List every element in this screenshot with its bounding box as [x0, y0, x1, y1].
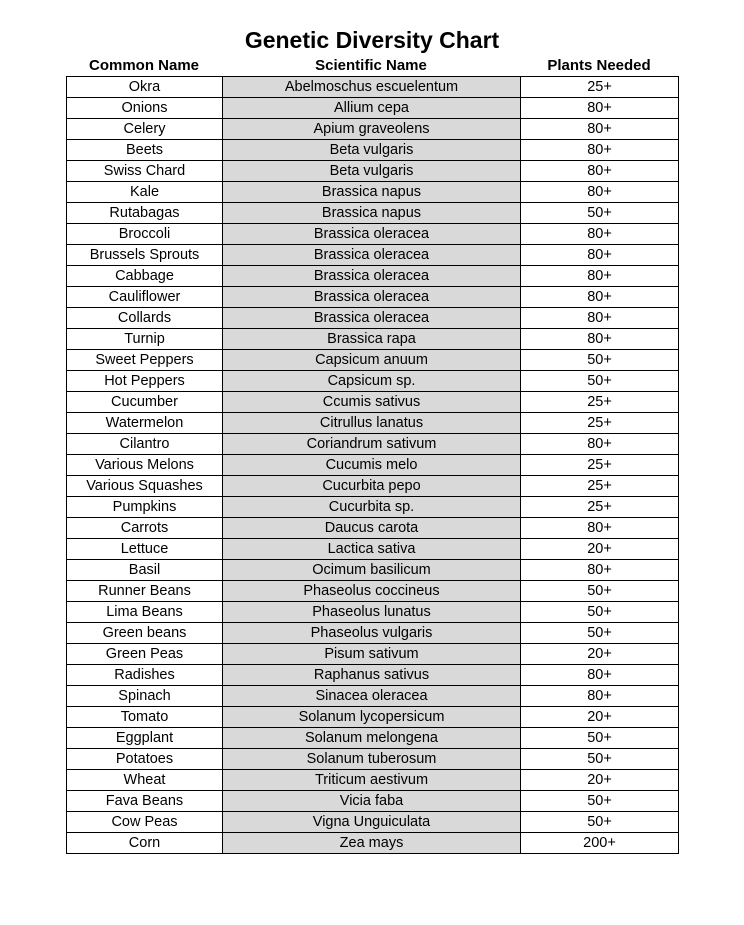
cell-plants-needed: 50+	[521, 623, 679, 644]
cell-plants-needed: 20+	[521, 644, 679, 665]
cell-scientific-name: Abelmoschus escuelentum	[223, 77, 521, 98]
page-title: Genetic Diversity Chart	[244, 27, 500, 53]
cell-plants-needed: 20+	[521, 539, 679, 560]
cell-plants-needed: 80+	[521, 161, 679, 182]
cell-scientific-name: Phaseolus coccineus	[223, 581, 521, 602]
cell-common-name: Cauliflower	[67, 287, 223, 308]
cell-plants-needed: 25+	[521, 77, 679, 98]
header-scientific-name: Scientific Name	[315, 57, 427, 74]
cell-common-name: Basil	[67, 560, 223, 581]
header-common-name: Common Name	[88, 57, 200, 74]
cell-scientific-name: Vigna Unguiculata	[223, 812, 521, 833]
table-row	[67, 476, 679, 497]
cell-scientific-name: Phaseolus vulgaris	[223, 623, 521, 644]
cell-common-name: Cabbage	[67, 266, 223, 287]
cell-common-name: Eggplant	[67, 728, 223, 749]
cell-common-name: Turnip	[67, 329, 223, 350]
cell-scientific-name: Daucus carota	[223, 518, 521, 539]
cell-scientific-name: Sinacea oleracea	[223, 686, 521, 707]
cell-plants-needed: 80+	[521, 266, 679, 287]
cell-plants-needed: 25+	[521, 476, 679, 497]
table-row	[67, 329, 679, 350]
table-row	[67, 623, 679, 644]
cell-common-name: Lima Beans	[67, 602, 223, 623]
cell-common-name: Green Peas	[67, 644, 223, 665]
cell-scientific-name: Solanum lycopersicum	[223, 707, 521, 728]
cell-scientific-name: Brassica oleracea	[223, 287, 521, 308]
cell-scientific-name: Brassica oleracea	[223, 266, 521, 287]
cell-plants-needed: 50+	[521, 812, 679, 833]
cell-common-name: Tomato	[67, 707, 223, 728]
table-row	[67, 539, 679, 560]
cell-common-name: Pumpkins	[67, 497, 223, 518]
diversity-table	[66, 76, 679, 854]
cell-plants-needed: 25+	[521, 455, 679, 476]
cell-common-name: Cucumber	[67, 392, 223, 413]
table-row	[67, 497, 679, 518]
table-row	[67, 161, 679, 182]
table-row	[67, 581, 679, 602]
cell-common-name: Rutabagas	[67, 203, 223, 224]
table-row	[67, 791, 679, 812]
cell-scientific-name: Solanum melongena	[223, 728, 521, 749]
table-row	[67, 707, 679, 728]
table-row	[67, 812, 679, 833]
cell-common-name: Lettuce	[67, 539, 223, 560]
cell-common-name: Watermelon	[67, 413, 223, 434]
cell-plants-needed: 50+	[521, 203, 679, 224]
cell-plants-needed: 25+	[521, 497, 679, 518]
cell-scientific-name: Triticum aestivum	[223, 770, 521, 791]
column-headers	[66, 56, 678, 76]
table-row	[67, 140, 679, 161]
cell-common-name: Hot Peppers	[67, 371, 223, 392]
cell-plants-needed: 80+	[521, 245, 679, 266]
cell-common-name: Onions	[67, 98, 223, 119]
cell-plants-needed: 80+	[521, 518, 679, 539]
table-row	[67, 224, 679, 245]
cell-common-name: Celery	[67, 119, 223, 140]
header-plants-needed: Plants Needed	[547, 57, 651, 74]
table-row	[67, 434, 679, 455]
cell-common-name: Swiss Chard	[67, 161, 223, 182]
cell-common-name: Potatoes	[67, 749, 223, 770]
cell-scientific-name: Brassica oleracea	[223, 308, 521, 329]
cell-common-name: Wheat	[67, 770, 223, 791]
table-row	[67, 266, 679, 287]
cell-scientific-name: Brassica oleracea	[223, 245, 521, 266]
table-row	[67, 98, 679, 119]
cell-scientific-name: Solanum tuberosum	[223, 749, 521, 770]
table-row	[67, 350, 679, 371]
table-row	[67, 371, 679, 392]
cell-plants-needed: 50+	[521, 350, 679, 371]
cell-scientific-name: Citrullus lanatus	[223, 413, 521, 434]
cell-scientific-name: Raphanus sativus	[223, 665, 521, 686]
table-row	[67, 245, 679, 266]
cell-scientific-name: Allium cepa	[223, 98, 521, 119]
table-row	[67, 644, 679, 665]
table-row	[67, 119, 679, 140]
cell-scientific-name: Ccumis sativus	[223, 392, 521, 413]
table-row	[67, 203, 679, 224]
cell-plants-needed: 80+	[521, 665, 679, 686]
cell-plants-needed: 50+	[521, 371, 679, 392]
cell-plants-needed: 80+	[521, 329, 679, 350]
cell-common-name: Various Squashes	[67, 476, 223, 497]
table-row	[67, 287, 679, 308]
cell-plants-needed: 200+	[521, 833, 679, 854]
cell-scientific-name: Pisum sativum	[223, 644, 521, 665]
table-row	[67, 833, 679, 854]
cell-plants-needed: 80+	[521, 287, 679, 308]
cell-plants-needed: 50+	[521, 581, 679, 602]
cell-plants-needed: 80+	[521, 119, 679, 140]
cell-plants-needed: 25+	[521, 413, 679, 434]
cell-plants-needed: 80+	[521, 560, 679, 581]
cell-common-name: Kale	[67, 182, 223, 203]
cell-scientific-name: Coriandrum sativum	[223, 434, 521, 455]
cell-scientific-name: Brassica napus	[223, 182, 521, 203]
cell-plants-needed: 50+	[521, 728, 679, 749]
table-row	[67, 602, 679, 623]
cell-common-name: Corn	[67, 833, 223, 854]
cell-common-name: Collards	[67, 308, 223, 329]
cell-plants-needed: 20+	[521, 707, 679, 728]
cell-plants-needed: 80+	[521, 224, 679, 245]
cell-scientific-name: Vicia faba	[223, 791, 521, 812]
cell-common-name: Broccoli	[67, 224, 223, 245]
cell-scientific-name: Cucurbita pepo	[223, 476, 521, 497]
cell-common-name: Various Melons	[67, 455, 223, 476]
cell-common-name: Okra	[67, 77, 223, 98]
cell-plants-needed: 80+	[521, 98, 679, 119]
cell-common-name: Green beans	[67, 623, 223, 644]
table-row	[67, 392, 679, 413]
cell-plants-needed: 80+	[521, 434, 679, 455]
cell-scientific-name: Apium graveolens	[223, 119, 521, 140]
table-row	[67, 665, 679, 686]
cell-plants-needed: 80+	[521, 140, 679, 161]
cell-common-name: Runner Beans	[67, 581, 223, 602]
cell-common-name: Brussels Sprouts	[67, 245, 223, 266]
cell-plants-needed: 50+	[521, 602, 679, 623]
cell-common-name: Fava Beans	[67, 791, 223, 812]
cell-scientific-name: Lactica sativa	[223, 539, 521, 560]
table-row	[67, 770, 679, 791]
cell-scientific-name: Brassica oleracea	[223, 224, 521, 245]
table-row	[67, 749, 679, 770]
cell-common-name: Carrots	[67, 518, 223, 539]
cell-common-name: Cilantro	[67, 434, 223, 455]
cell-scientific-name: Brassica napus	[223, 203, 521, 224]
cell-common-name: Cow Peas	[67, 812, 223, 833]
table-row	[67, 518, 679, 539]
cell-scientific-name: Capsicum anuum	[223, 350, 521, 371]
cell-scientific-name: Beta vulgaris	[223, 161, 521, 182]
cell-common-name: Spinach	[67, 686, 223, 707]
cell-scientific-name: Capsicum sp.	[223, 371, 521, 392]
table-row	[67, 686, 679, 707]
cell-plants-needed: 80+	[521, 182, 679, 203]
table-row	[67, 455, 679, 476]
cell-scientific-name: Beta vulgaris	[223, 140, 521, 161]
cell-scientific-name: Cucumis melo	[223, 455, 521, 476]
cell-plants-needed: 80+	[521, 308, 679, 329]
cell-plants-needed: 20+	[521, 770, 679, 791]
cell-common-name: Sweet Peppers	[67, 350, 223, 371]
table-row	[67, 77, 679, 98]
cell-common-name: Beets	[67, 140, 223, 161]
cell-plants-needed: 50+	[521, 749, 679, 770]
table-row	[67, 560, 679, 581]
cell-scientific-name: Brassica rapa	[223, 329, 521, 350]
table-row	[67, 413, 679, 434]
table-row	[67, 728, 679, 749]
table-row	[67, 308, 679, 329]
cell-plants-needed: 50+	[521, 791, 679, 812]
cell-common-name: Radishes	[67, 665, 223, 686]
table-row	[67, 182, 679, 203]
cell-plants-needed: 80+	[521, 686, 679, 707]
cell-scientific-name: Ocimum basilicum	[223, 560, 521, 581]
cell-scientific-name: Cucurbita sp.	[223, 497, 521, 518]
cell-scientific-name: Phaseolus lunatus	[223, 602, 521, 623]
cell-scientific-name: Zea mays	[223, 833, 521, 854]
table-body	[67, 77, 679, 854]
cell-plants-needed: 25+	[521, 392, 679, 413]
